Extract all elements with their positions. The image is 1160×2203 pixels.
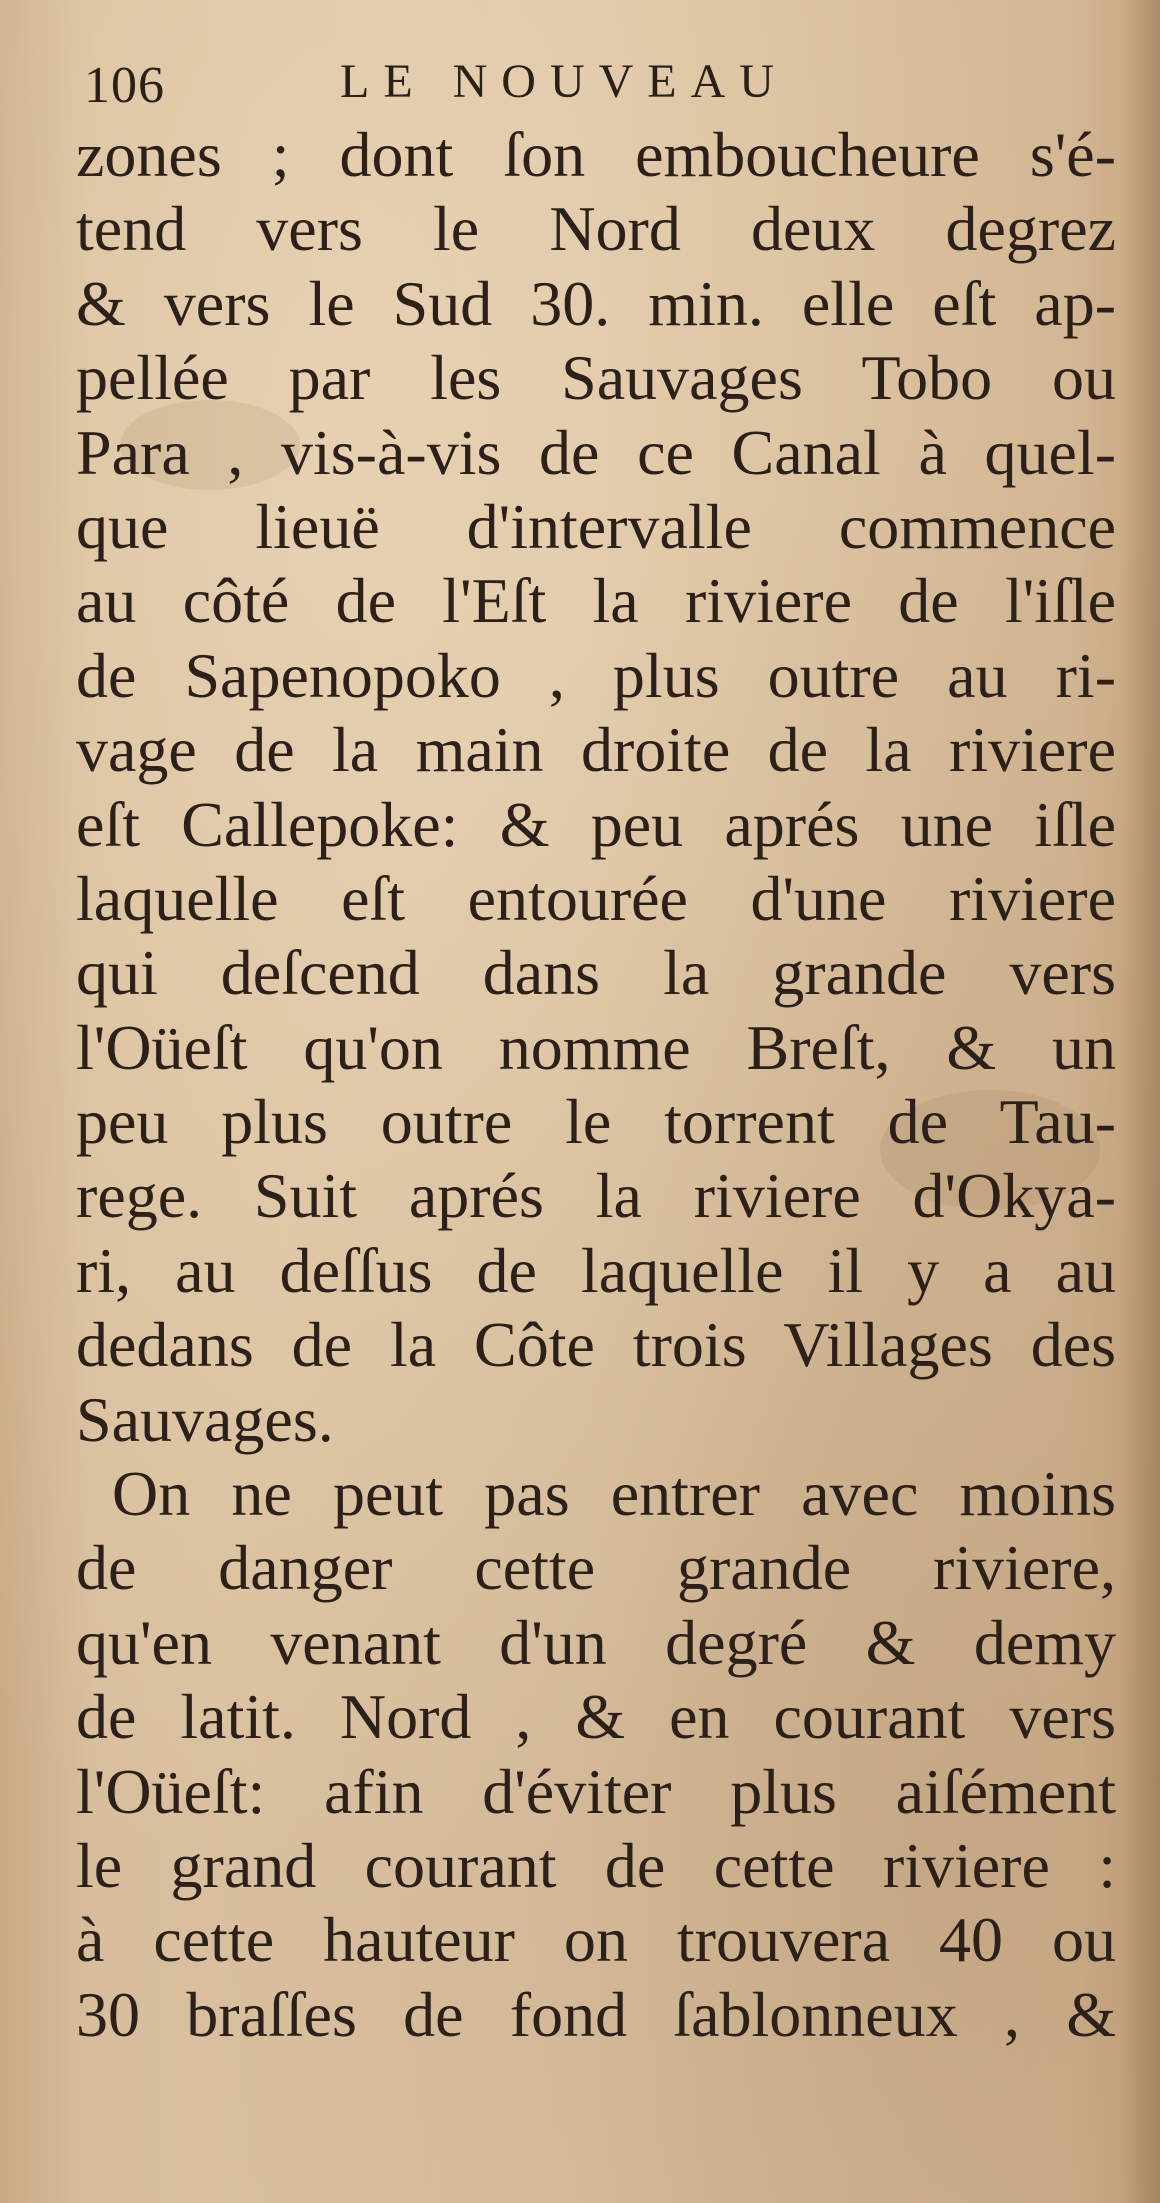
text-line: le grand courant de cette riviere : bbox=[76, 1829, 1116, 1901]
text-line: peu plus outre le torrent de Tau- bbox=[76, 1086, 1116, 1158]
text-line: vage de la main droite de la riviere bbox=[76, 714, 1116, 786]
text-line: pellée par les Sauvages Tobo ou bbox=[76, 342, 1116, 414]
text-line: & vers le Sud 30. min. elle eſt ap- bbox=[76, 267, 1116, 339]
page-number: 106 bbox=[84, 57, 165, 114]
text-line: au côté de l'Eſt la riviere de l'iſle bbox=[76, 565, 1116, 637]
text-line: dedans de la Côte trois Villages des bbox=[76, 1309, 1116, 1381]
page-header bbox=[84, 48, 1084, 128]
text-line: à cette hauteur on trouvera 40 ou bbox=[76, 1904, 1116, 1976]
text-line: de latit. Nord , & en courant vers bbox=[76, 1681, 1116, 1753]
text-line: Sauvages. bbox=[76, 1383, 334, 1455]
text-line: de Sapenopoko , plus outre au ri- bbox=[76, 639, 1116, 711]
text-line: On ne peut pas entrer avec moins bbox=[112, 1458, 1116, 1530]
body-text bbox=[76, 118, 1116, 2052]
running-head: LE NOUVEAU bbox=[340, 55, 788, 108]
text-line: ri, au deſſus de laquelle il y a au bbox=[76, 1234, 1116, 1306]
text-line: qui deſcend dans la grande vers bbox=[76, 937, 1116, 1009]
text-line: que lieuë d'intervalle commence bbox=[76, 490, 1116, 562]
text-line: de danger cette grande riviere, bbox=[76, 1532, 1116, 1604]
text-line: 30 braſſes de fond ſablonneux , & bbox=[76, 1978, 1116, 2050]
text-line: Para , vis-à-vis de ce Canal à quel- bbox=[76, 416, 1116, 488]
text-line: laquelle eſt entourée d'une riviere bbox=[76, 862, 1116, 934]
text-line: rege. Suit aprés la riviere d'Okya- bbox=[76, 1160, 1116, 1232]
paragraph-1 bbox=[76, 118, 1116, 1457]
page-edge-shadow bbox=[1120, 0, 1160, 2203]
text-line: eſt Callepoke: & peu aprés une iſle bbox=[76, 788, 1116, 860]
text-line: l'Oüeſt: afin d'éviter plus aiſément bbox=[76, 1755, 1116, 1827]
text-line: tend vers le Nord deux degrez bbox=[76, 193, 1116, 265]
text-line: zones ; dont ſon embouchеure s'é- bbox=[76, 119, 1116, 190]
text-line: qu'en venant d'un degré & demy bbox=[76, 1606, 1116, 1678]
paragraph-2 bbox=[76, 1457, 1116, 2052]
text-line: l'Oüeſt qu'on nomme Breſt, & un bbox=[76, 1011, 1116, 1083]
